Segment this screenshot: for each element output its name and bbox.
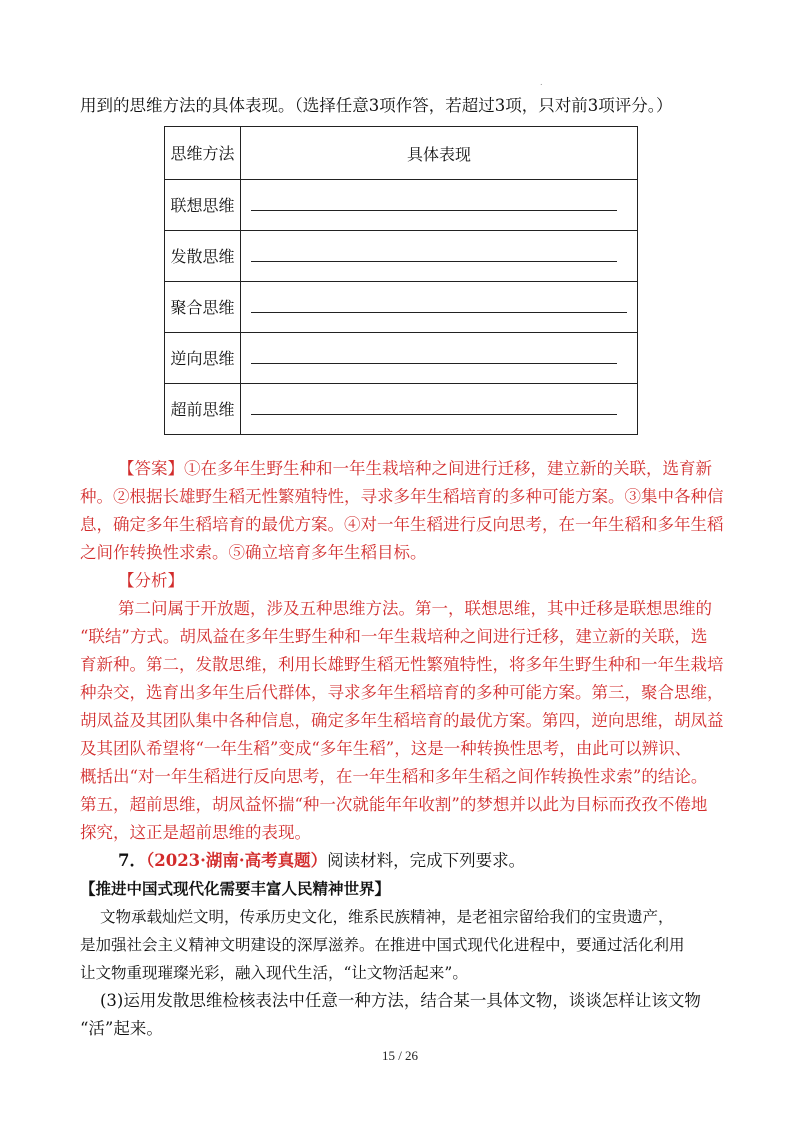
table-row xyxy=(165,282,638,333)
row-method-name: 超前思维 xyxy=(165,384,241,435)
question-prompt: 阅读材料，完成下列要求。 xyxy=(327,851,526,870)
analysis-line: 第五，超前思维，胡凤益怀揣“种一次就能年年收割”的梦想并以此为目标而孜孜不倦地 xyxy=(80,795,708,814)
table-header-row xyxy=(165,127,638,180)
question-number: 7． xyxy=(118,851,146,870)
answer-blank[interactable] xyxy=(241,333,638,384)
question-source: （2023·湖南·高考真题） xyxy=(145,851,328,870)
subquestion-line: “活”起来。 xyxy=(80,1019,163,1038)
page-number: 15 / 26 xyxy=(381,1048,419,1063)
table-row xyxy=(165,180,638,231)
decorative-dot: . xyxy=(540,78,543,87)
row-method-name: 逆向思维 xyxy=(165,333,241,384)
analysis-heading: 【分析】 xyxy=(118,571,184,590)
intro-line: 用到的思维方法的具体表现。（选择任意3项作答，若超过3项，只对前3项评分。） xyxy=(80,96,673,115)
answer-line: 【答案】①在多年生野生种和一年生栽培种之间进行迁移，建立新的关联，选育新 xyxy=(118,459,712,478)
material-title: 【推进中国式现代化需要丰富人民精神世界】 xyxy=(80,879,391,898)
subquestion-line: (3)运用发散思维检核表法中任意一种方法，结合某一具体文物，谈谈怎样让该文物 xyxy=(100,991,701,1010)
row-method-name: 联想思维 xyxy=(165,180,241,231)
thinking-methods-table xyxy=(164,126,638,435)
answer-line: 种。②根据长雄野生稻无性繁殖特性，寻求多年生稻培育的多种可能方案。③集中各种信 xyxy=(80,487,724,506)
answer-blank[interactable] xyxy=(241,282,638,333)
analysis-line: 及其团队希望将“一年生稻”变成“多年生稻”，这是一种转换性思考，由此可以辨识、 xyxy=(80,739,692,758)
analysis-line: 育新种。第二，发散思维，利用长雄野生稻无性繁殖特性，将多年生野生种和一年生栽培 xyxy=(80,655,724,674)
row-method-name: 聚合思维 xyxy=(165,282,241,333)
analysis-line: 第二问属于开放题，涉及五种思维方法。第一，联想思维，其中迁移是联想思维的 xyxy=(118,599,712,618)
table-row xyxy=(165,333,638,384)
answer-line: 息，确定多年生稻培育的最优方案。④对一年生稻进行反向思考，在一年生稻和多年生稻 xyxy=(80,515,724,534)
analysis-line: 胡凤益及其团队集中各种信息，确定多年生稻培育的最优方案。第四，逆向思维，胡凤益 xyxy=(80,711,724,730)
row-method-name: 发散思维 xyxy=(165,231,241,282)
answer-line: 之间作转换性求索。⑤确立培育多年生稻目标。 xyxy=(80,543,427,562)
question-7 xyxy=(118,847,758,875)
answer-blank[interactable] xyxy=(241,180,638,231)
header-method: 思维方法 xyxy=(165,127,241,180)
analysis-line: 探究，这正是超前思维的表现。 xyxy=(80,823,311,842)
answer-blank[interactable] xyxy=(241,384,638,435)
analysis-line: “联结”方式。胡凤益在多年生野生种和一年生栽培种之间进行迁移，建立新的关联，选 xyxy=(80,627,708,646)
header-expression: 具体表现 xyxy=(241,127,638,180)
material-line: 让文物重现璀璨光彩，融入现代生活，“让文物活起来”。 xyxy=(80,964,468,982)
answer-blank[interactable] xyxy=(241,231,638,282)
material-line: 是加强社会主义精神文明建设的深厚滋养。在推进中国式现代化进程中，要通过活化利用 xyxy=(80,936,685,954)
table-row xyxy=(165,231,638,282)
material-line: 文物承载灿烂文明，传承历史文化，维系民族精神，是老祖宗留给我们的宝贵遗产， xyxy=(100,908,674,926)
analysis-line: 概括出“对一年生稻进行反向思考，在一年生稻和多年生稻之间作转换性求索”的结论。 xyxy=(80,767,708,786)
analysis-line: 种杂交，选育出多年生后代群体，寻求多年生稻培育的多种可能方案。第三，聚合思维， xyxy=(80,683,724,702)
table-row xyxy=(165,384,638,435)
